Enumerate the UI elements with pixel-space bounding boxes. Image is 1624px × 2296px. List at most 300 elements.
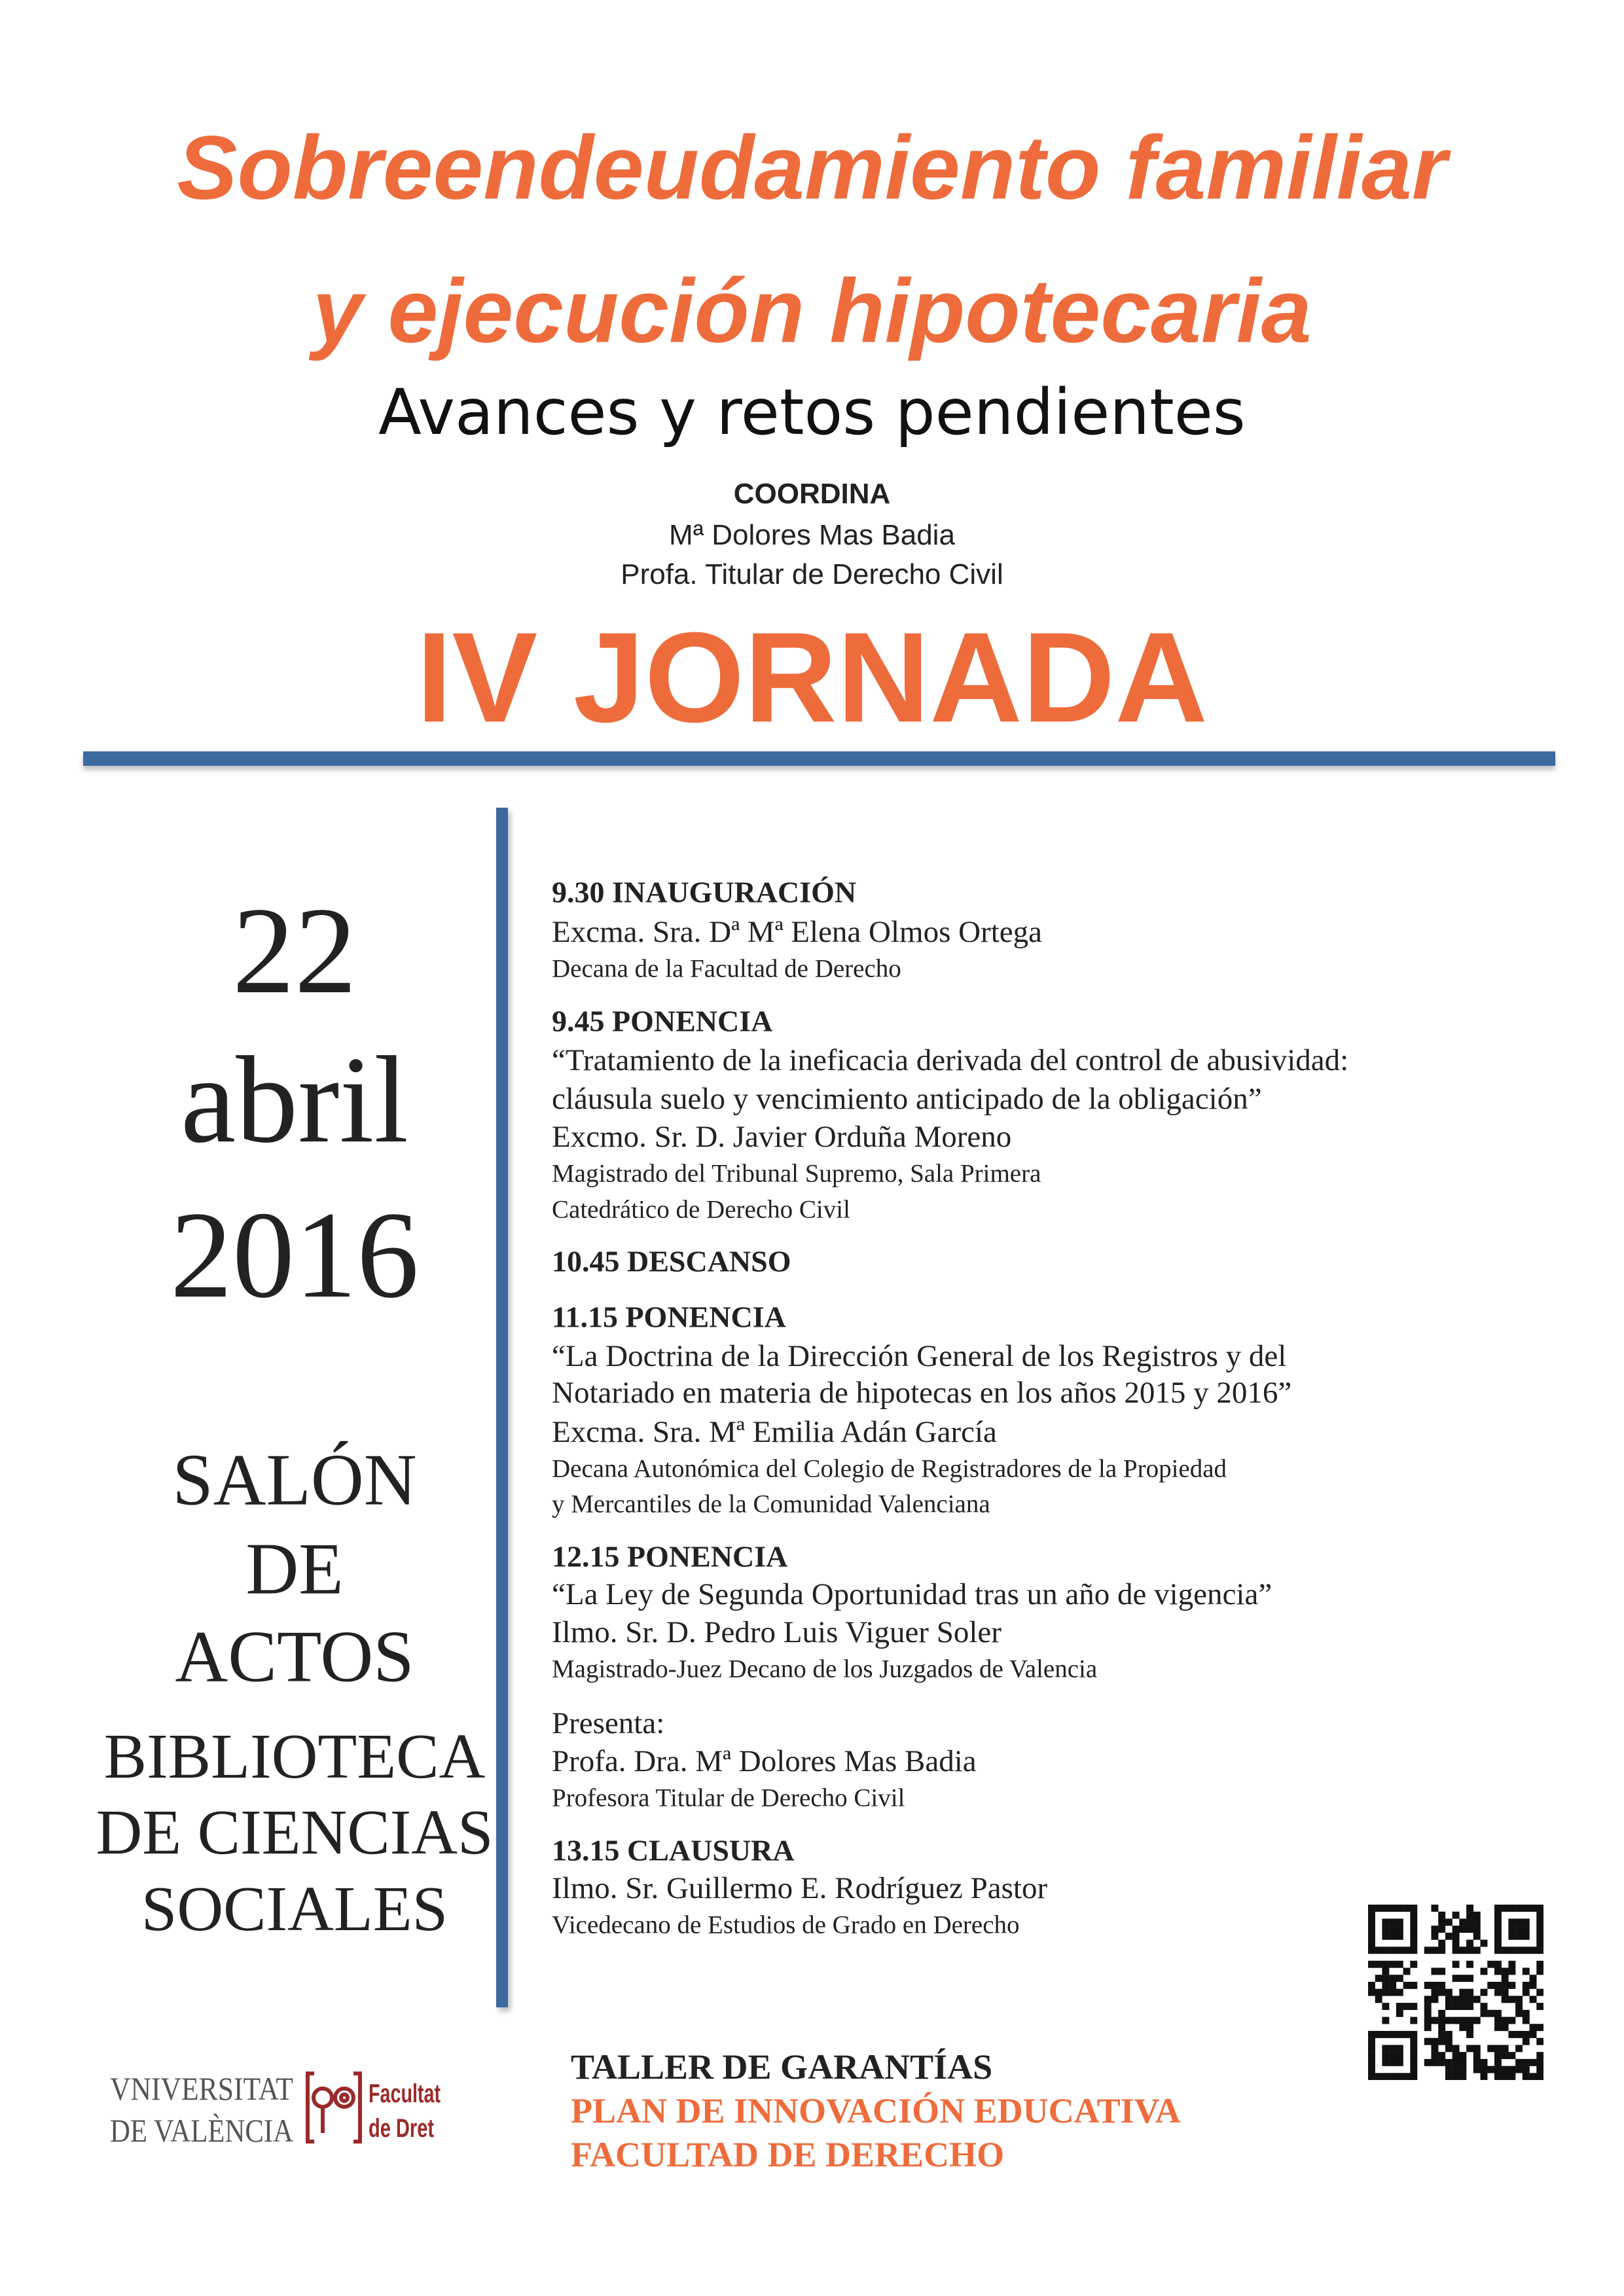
- qr-module: [1438, 2010, 1445, 2017]
- qr-module: [1536, 2059, 1543, 2066]
- qr-module: [1410, 2017, 1417, 2024]
- qr-module: [1453, 2045, 1460, 2052]
- qr-module: [1481, 2010, 1488, 2017]
- qr-module: [1382, 1961, 1389, 1968]
- qr-module: [1473, 2052, 1481, 2059]
- qr-module: [1403, 2003, 1411, 2010]
- qr-module: [1375, 2031, 1382, 2038]
- qr-module: [1438, 1926, 1445, 1933]
- qr-module: [1396, 2010, 1403, 2017]
- qr-module: [1502, 1967, 1509, 1975]
- venue-line: SALÓN: [172, 1439, 417, 1521]
- qr-module: [1396, 1989, 1403, 1996]
- talk-title: cláusula suelo y vencimiento anticipado de la obligación”: [552, 1082, 1262, 1116]
- qr-module: [1410, 1961, 1417, 1968]
- qr-module: [1508, 1918, 1515, 1926]
- qr-module: [1396, 1975, 1403, 1982]
- qr-module: [1536, 1989, 1543, 1996]
- qr-module: [1445, 2066, 1453, 2073]
- speaker-role: Profesora Titular de Derecho Civil: [552, 1784, 905, 1812]
- qr-module: [1368, 1905, 1375, 1912]
- qr-module: [1523, 1918, 1530, 1926]
- qr-module: [1502, 2045, 1509, 2052]
- qr-module: [1459, 1918, 1466, 1926]
- qr-module: [1481, 1989, 1488, 1996]
- qr-module: [1375, 1996, 1382, 2003]
- qr-module: [1508, 1961, 1515, 1968]
- qr-module: [1438, 1946, 1445, 1954]
- qr-module: [1523, 1982, 1530, 1989]
- qr-module: [1431, 2052, 1438, 2059]
- qr-module: [1536, 1946, 1543, 1954]
- qr-module: [1431, 1926, 1438, 1933]
- qr-module: [1368, 2045, 1375, 2052]
- qr-module: [1382, 1905, 1389, 1912]
- speaker-role: Decana Autonómica del Colegio de Registradores de la Propiedad: [552, 1454, 1227, 1483]
- qr-module: [1382, 1926, 1389, 1933]
- qr-module: [1453, 2017, 1460, 2024]
- qr-module: [1502, 2073, 1509, 2080]
- qr-module: [1502, 2017, 1509, 2024]
- qr-module: [1494, 1918, 1502, 1926]
- qr-module: [1431, 1946, 1438, 1954]
- qr-module: [1487, 2066, 1494, 2073]
- qr-module: [1389, 1975, 1396, 1982]
- qr-module: [1459, 1926, 1466, 1933]
- qr-module: [1431, 1982, 1438, 1989]
- speaker-name: Excmo. Sr. D. Javier Orduña Moreno: [552, 1120, 1012, 1154]
- qr-module: [1438, 1967, 1445, 1975]
- qr-module: [1396, 2031, 1403, 2038]
- qr-module: [1445, 1989, 1453, 1996]
- qr-module: [1396, 2003, 1403, 2010]
- qr-module: [1382, 1946, 1389, 1954]
- qr-module: [1403, 1905, 1411, 1912]
- qr-module: [1445, 1996, 1453, 2003]
- qr-module: [1494, 2052, 1502, 2059]
- title-line-2: y ejecución hipotecaria: [312, 260, 1312, 362]
- qr-module: [1396, 1918, 1403, 1926]
- qr-module: [1459, 1975, 1466, 1982]
- qr-module: [1530, 2059, 1537, 2066]
- qr-module: [1481, 2066, 1488, 2073]
- qr-module: [1410, 1933, 1417, 1940]
- qr-module: [1368, 1918, 1375, 1926]
- qr-module: [1494, 1926, 1502, 1933]
- qr-module: [1523, 1946, 1530, 1954]
- qr-module: [1502, 2024, 1509, 2031]
- qr-module: [1515, 1918, 1523, 1926]
- qr-module: [1410, 2052, 1417, 2059]
- qr-module: [1530, 1982, 1537, 1989]
- qr-module: [1530, 2024, 1537, 2031]
- qr-module: [1375, 2073, 1382, 2080]
- qr-module: [1410, 1918, 1417, 1926]
- qr-module: [1453, 1926, 1460, 1933]
- qr-module: [1389, 1905, 1396, 1912]
- qr-module: [1466, 1996, 1473, 2003]
- qr-module: [1375, 1961, 1382, 1968]
- venue-line: SOCIALES: [141, 1874, 448, 1945]
- qr-module: [1530, 1975, 1537, 1982]
- qr-module: [1459, 2017, 1466, 2024]
- qr-module: [1445, 2017, 1453, 2024]
- qr-module: [1382, 2059, 1389, 2066]
- qr-module: [1502, 1905, 1509, 1912]
- program-heading: 9.30 INAUGURACIÓN: [552, 875, 857, 909]
- qr-module: [1466, 1912, 1473, 1919]
- qr-module: [1445, 2038, 1453, 2045]
- qr-module: [1473, 2066, 1481, 2073]
- qr-module: [1410, 1912, 1417, 1919]
- qr-module: [1382, 1982, 1389, 1989]
- qr-module: [1508, 1905, 1515, 1912]
- qr-module: [1459, 2003, 1466, 2010]
- qr-module: [1494, 1912, 1502, 1919]
- program-heading: 9.45 PONENCIA: [552, 1004, 773, 1038]
- program-heading: 12.15 PONENCIA: [552, 1539, 788, 1573]
- qr-module: [1502, 1975, 1509, 1982]
- qr-module: [1487, 2045, 1494, 2052]
- qr-module: [1453, 1961, 1460, 1968]
- qr-module: [1453, 1912, 1460, 1919]
- qr-module: [1473, 1946, 1481, 1954]
- speaker-role: Vicedecano de Estudios de Grado en Derecho: [552, 1910, 1020, 1939]
- coordina-label: COORDINA: [733, 478, 891, 510]
- qr-module: [1368, 1926, 1375, 1933]
- qr-module: [1445, 2031, 1453, 2038]
- qr-module: [1523, 2073, 1530, 2080]
- qr-module: [1445, 2003, 1453, 2010]
- qr-module: [1502, 2052, 1509, 2059]
- qr-module: [1536, 2038, 1543, 2045]
- subtitle: Avances y retos pendientes: [378, 376, 1246, 449]
- logo-text: de Dret: [369, 2114, 434, 2143]
- qr-module: [1389, 1918, 1396, 1926]
- qr-module: [1473, 2059, 1481, 2066]
- qr-module: [1403, 1967, 1411, 1975]
- venue-line: BIBLIOTECA: [103, 1721, 486, 1792]
- qr-module: [1530, 1905, 1537, 1912]
- date-month: abril: [180, 1031, 409, 1169]
- qr-module: [1396, 1905, 1403, 1912]
- qr-module: [1389, 1926, 1396, 1933]
- qr-module: [1396, 2059, 1403, 2066]
- qr-module: [1375, 1989, 1382, 1996]
- qr-module: [1536, 1912, 1543, 1919]
- qr-module: [1481, 2073, 1488, 2080]
- qr-module: [1515, 1996, 1523, 2003]
- qr-module: [1410, 1946, 1417, 1954]
- qr-module: [1508, 1967, 1515, 1975]
- qr-module: [1438, 2038, 1445, 2045]
- qr-module: [1473, 1912, 1481, 1919]
- speaker-name: Excma. Sra. Dª Mª Elena Olmos Ortega: [552, 915, 1043, 949]
- qr-module: [1382, 2017, 1389, 2024]
- qr-module: [1481, 2059, 1488, 2066]
- qr-module: [1368, 2073, 1375, 2080]
- logo-text: DE VALÈNCIA: [110, 2112, 293, 2149]
- qr-module: [1530, 1946, 1537, 1954]
- qr-module: [1368, 1989, 1375, 1996]
- qr-module: [1487, 1982, 1494, 1989]
- qr-module: [1508, 1946, 1515, 1954]
- qr-module: [1459, 2059, 1466, 2066]
- qr-module: [1494, 1989, 1502, 1996]
- qr-module: [1410, 2073, 1417, 2080]
- qr-code[interactable]: [1368, 1905, 1543, 2080]
- speaker-name: Excma. Sra. Mª Emilia Adán García: [552, 1415, 997, 1449]
- speaker-name: Ilmo. Sr. D. Pedro Luis Viguer Soler: [552, 1615, 1001, 1649]
- qr-module: [1536, 1940, 1543, 1947]
- qr-module: [1466, 2003, 1473, 2010]
- qr-module: [1382, 2045, 1389, 2052]
- qr-module: [1424, 2024, 1432, 2031]
- qr-module: [1438, 2052, 1445, 2059]
- horizontal-divider: [83, 751, 1555, 766]
- qr-module: [1459, 1946, 1466, 1954]
- qr-module: [1431, 2038, 1438, 2045]
- qr-module: [1389, 2059, 1396, 2066]
- qr-module: [1375, 1975, 1382, 1982]
- date-day: 22: [232, 882, 357, 1020]
- qr-module: [1424, 1946, 1432, 1954]
- qr-module: [1473, 2017, 1481, 2024]
- venue-line: ACTOS: [175, 1616, 414, 1698]
- qr-module: [1515, 2066, 1523, 2073]
- footer-line: FACULTAD DE DERECHO: [571, 2135, 1005, 2174]
- qr-module: [1431, 1905, 1438, 1912]
- qr-module: [1368, 1982, 1375, 1989]
- qr-module: [1494, 2045, 1502, 2052]
- qr-module: [1389, 1946, 1396, 1954]
- qr-module: [1368, 2038, 1375, 2045]
- qr-module: [1431, 2059, 1438, 2066]
- qr-module: [1382, 1967, 1389, 1975]
- qr-module: [1508, 2073, 1515, 2080]
- qr-module: [1368, 1912, 1375, 1919]
- qr-module: [1473, 1918, 1481, 1926]
- qr-module: [1536, 2003, 1543, 2010]
- qr-module: [1403, 1946, 1411, 1954]
- venue-line: DE CIENCIAS: [96, 1797, 494, 1868]
- qr-module: [1382, 2073, 1389, 2080]
- qr-module: [1523, 2031, 1530, 2038]
- qr-module: [1473, 1933, 1481, 1940]
- qr-module: [1466, 2017, 1473, 2024]
- faculty-emblem-icon: [308, 2073, 360, 2142]
- qr-module: [1438, 1989, 1445, 1996]
- qr-module: [1536, 1967, 1543, 1975]
- qr-module: [1438, 1982, 1445, 1989]
- logo-text: Facultat: [369, 2079, 441, 2108]
- qr-module: [1410, 2038, 1417, 2045]
- qr-module: [1403, 2031, 1411, 2038]
- qr-module: [1453, 1940, 1460, 1947]
- qr-module: [1445, 2045, 1453, 2052]
- qr-module: [1453, 1975, 1460, 1982]
- qr-module: [1424, 1982, 1432, 1989]
- qr-module: [1536, 1918, 1543, 1926]
- qr-module: [1508, 2066, 1515, 2073]
- qr-module: [1382, 2003, 1389, 2010]
- qr-module: [1410, 1926, 1417, 1933]
- qr-module: [1502, 1996, 1509, 2003]
- qr-module: [1410, 2045, 1417, 2052]
- qr-module: [1459, 2024, 1466, 2031]
- qr-module: [1389, 1989, 1396, 1996]
- qr-module: [1523, 1905, 1530, 1912]
- program-heading: 10.45 DESCANSO: [552, 1244, 791, 1278]
- qr-module: [1515, 1926, 1523, 1933]
- speaker-role: y Mercantiles de la Comunidad Valenciana: [552, 1490, 990, 1518]
- qr-module: [1431, 1989, 1438, 1996]
- qr-module: [1523, 2038, 1530, 2045]
- qr-module: [1508, 1926, 1515, 1933]
- qr-module: [1523, 2010, 1530, 2017]
- qr-module: [1530, 1996, 1537, 2003]
- event-title: IV JORNADA: [416, 605, 1208, 749]
- qr-module: [1368, 2031, 1375, 2038]
- qr-module: [1445, 1933, 1453, 1940]
- qr-module: [1523, 1933, 1530, 1940]
- qr-module: [1389, 2073, 1396, 2080]
- qr-module: [1508, 2031, 1515, 2038]
- coordinator-role: Profa. Titular de Derecho Civil: [621, 558, 1003, 590]
- qr-module: [1424, 1996, 1432, 2003]
- talk-title: “Tratamiento de la ineficacia derivada del control de abusividad:: [552, 1043, 1349, 1077]
- qr-module: [1382, 2052, 1389, 2059]
- qr-module: [1494, 1940, 1502, 1947]
- qr-module: [1403, 1982, 1411, 1989]
- qr-module: [1466, 1975, 1473, 1982]
- qr-module: [1396, 1933, 1403, 1940]
- qr-module: [1410, 1905, 1417, 1912]
- qr-module: [1396, 2073, 1403, 2080]
- date-year: 2016: [170, 1187, 419, 1324]
- qr-module: [1396, 1946, 1403, 1954]
- qr-module: [1508, 1996, 1515, 2003]
- qr-module: [1438, 2024, 1445, 2031]
- qr-module: [1389, 2052, 1396, 2059]
- qr-module: [1410, 2066, 1417, 2073]
- qr-module: [1389, 1961, 1396, 1968]
- qr-module: [1445, 1918, 1453, 1926]
- qr-module: [1536, 2052, 1543, 2059]
- qr-module: [1459, 2066, 1466, 2073]
- qr-module: [1453, 1996, 1460, 2003]
- coordinator-name: Mª Dolores Mas Badia: [669, 519, 955, 551]
- qr-module: [1494, 2017, 1502, 2024]
- program-heading: 13.15 CLAUSURA: [552, 1833, 795, 1867]
- qr-module: [1424, 2003, 1432, 2010]
- qr-module: [1459, 2073, 1466, 2080]
- qr-module: [1368, 1933, 1375, 1940]
- qr-module: [1438, 2059, 1445, 2066]
- qr-module: [1453, 2003, 1460, 2010]
- qr-module: [1481, 1940, 1488, 1947]
- qr-module: [1515, 2031, 1523, 2038]
- qr-module: [1375, 1905, 1382, 1912]
- qr-module: [1536, 2073, 1543, 2080]
- qr-module: [1508, 1982, 1515, 1989]
- qr-module: [1466, 1961, 1473, 1968]
- qr-module: [1389, 1933, 1396, 1940]
- qr-module: [1453, 2052, 1460, 2059]
- qr-module: [1389, 1982, 1396, 1989]
- qr-module: [1515, 2045, 1523, 2052]
- qr-module: [1453, 1946, 1460, 1954]
- qr-module: [1494, 2073, 1502, 2080]
- qr-module: [1438, 1940, 1445, 1947]
- qr-module: [1410, 2059, 1417, 2066]
- qr-module: [1431, 2045, 1438, 2052]
- presenter-label: Presenta:: [552, 1706, 665, 1740]
- talk-title: “La Doctrina de la Dirección General de los Registros y del: [552, 1339, 1287, 1373]
- qr-module: [1466, 2045, 1473, 2052]
- qr-module: [1466, 2031, 1473, 2038]
- qr-module: [1459, 2052, 1466, 2059]
- speaker-name: Ilmo. Sr. Guillermo E. Rodríguez Pastor: [552, 1871, 1048, 1905]
- qr-module: [1459, 1996, 1466, 2003]
- qr-module: [1523, 2059, 1530, 2066]
- qr-module: [1375, 1946, 1382, 1954]
- qr-module: [1445, 2073, 1453, 2080]
- logo-text: VNIVERSITAT: [110, 2070, 293, 2107]
- qr-module: [1502, 2066, 1509, 2073]
- university-logo: [110, 2062, 477, 2153]
- qr-module: [1431, 1967, 1438, 1975]
- qr-module: [1536, 1961, 1543, 1968]
- qr-module: [1424, 2059, 1432, 2066]
- qr-module: [1453, 2059, 1460, 2066]
- qr-module: [1515, 2003, 1523, 2010]
- speaker-role: Magistrado-Juez Decano de los Juzgados de Valencia: [552, 1655, 1098, 1683]
- qr-module: [1494, 1946, 1502, 1954]
- qr-module: [1515, 1905, 1523, 1912]
- qr-module: [1466, 1905, 1473, 1912]
- qr-module: [1431, 2017, 1438, 2024]
- qr-module: [1431, 1933, 1438, 1940]
- qr-module: [1438, 2017, 1445, 2024]
- qr-module: [1508, 2017, 1515, 2024]
- qr-module: [1410, 1940, 1417, 1947]
- qr-module: [1396, 1961, 1403, 1968]
- qr-module: [1494, 1982, 1502, 1989]
- qr-module: [1368, 2059, 1375, 2066]
- qr-module: [1536, 2066, 1543, 2073]
- qr-module: [1453, 2073, 1460, 2080]
- qr-module: [1438, 2031, 1445, 2038]
- qr-module: [1453, 2066, 1460, 2073]
- qr-module: [1494, 2066, 1502, 2073]
- program-heading: 11.15 PONENCIA: [552, 1300, 786, 1334]
- venue-line: DE: [245, 1528, 344, 1610]
- qr-module: [1410, 1982, 1417, 1989]
- qr-module: [1494, 1967, 1502, 1975]
- speaker-name: Profa. Dra. Mª Dolores Mas Badia: [552, 1744, 977, 1778]
- qr-module: [1389, 2031, 1396, 2038]
- speaker-role: Magistrado del Tribunal Supremo, Sala Primera: [552, 1159, 1041, 1188]
- qr-module: [1481, 1967, 1488, 1975]
- qr-module: [1368, 1961, 1375, 1968]
- qr-module: [1431, 1996, 1438, 2003]
- qr-module: [1424, 2010, 1432, 2017]
- qr-module: [1368, 2066, 1375, 2073]
- qr-module: [1481, 2003, 1488, 2010]
- qr-module: [1466, 1989, 1473, 1996]
- talk-title: “La Ley de Segunda Oportunidad tras un año de vigencia”: [552, 1577, 1272, 1611]
